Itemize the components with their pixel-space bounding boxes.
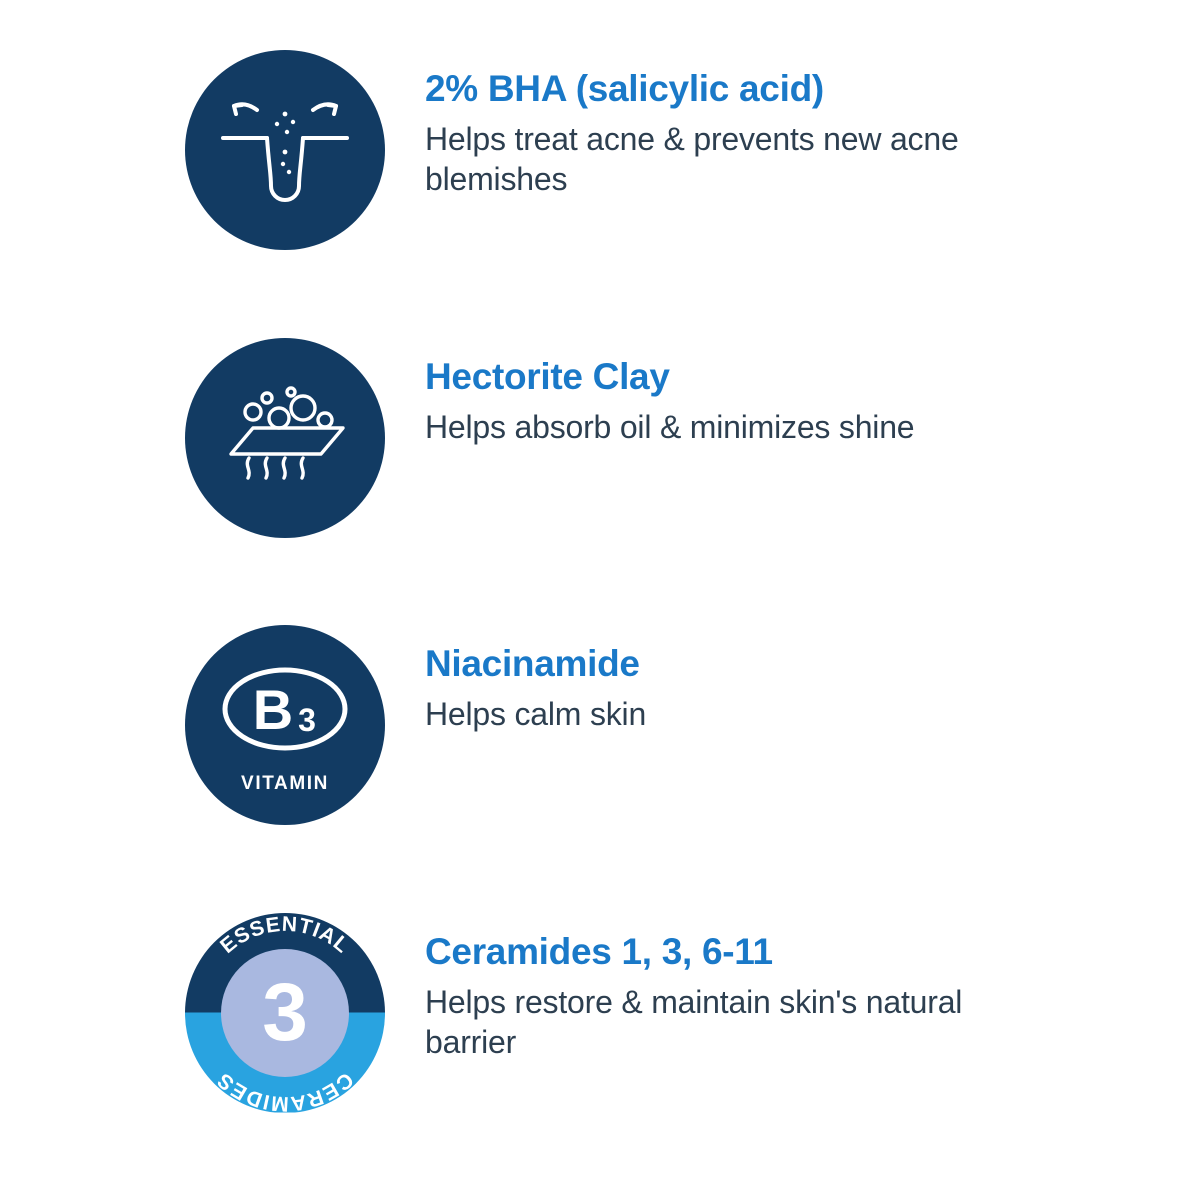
badge-bottom-text: CERAMIDES bbox=[212, 1067, 358, 1113]
benefit-description: Helps absorb oil & minimizes shine bbox=[425, 408, 915, 445]
benefit-icon-container bbox=[185, 30, 390, 270]
pore-exfoliation-icon bbox=[185, 50, 385, 250]
benefit-description: Helps treat acne & prevents new acne blemishes bbox=[425, 121, 959, 198]
benefit-title: Ceramides 1, 3, 6-11 bbox=[425, 930, 773, 972]
list-item bbox=[185, 605, 1160, 893]
benefit-title: Niacinamide bbox=[425, 643, 640, 684]
hectorite-clay-icon bbox=[185, 338, 385, 538]
benefit-text-container bbox=[390, 318, 914, 447]
list-item bbox=[185, 893, 1160, 1181]
benefit-description: Helps calm skin bbox=[425, 696, 647, 733]
vitamin-caption: VITAMIN bbox=[241, 773, 329, 794]
benefit-description: Helps restore & maintain skin's natural barrier bbox=[425, 983, 963, 1060]
list-item bbox=[185, 318, 1160, 606]
badge-top-text: ESSENTIAL bbox=[216, 912, 355, 958]
svg-text:B: B bbox=[252, 678, 294, 741]
benefit-text-container bbox=[390, 605, 646, 734]
vitamin-b3-icon bbox=[185, 625, 385, 825]
benefit-title: 2% BHA (salicylic acid) bbox=[425, 68, 824, 109]
benefit-icon-container bbox=[185, 893, 390, 1133]
benefit-text-container bbox=[390, 30, 985, 199]
list-item bbox=[185, 30, 1160, 318]
benefit-text-container bbox=[390, 893, 985, 1062]
badge-number: 3 bbox=[221, 949, 349, 1077]
essential-ceramides-badge-icon bbox=[185, 913, 385, 1113]
benefit-icon-container bbox=[185, 605, 390, 845]
benefit-title: Hectorite Clay bbox=[425, 355, 670, 397]
svg-text:3: 3 bbox=[298, 702, 316, 738]
benefit-icon-container bbox=[185, 318, 390, 558]
